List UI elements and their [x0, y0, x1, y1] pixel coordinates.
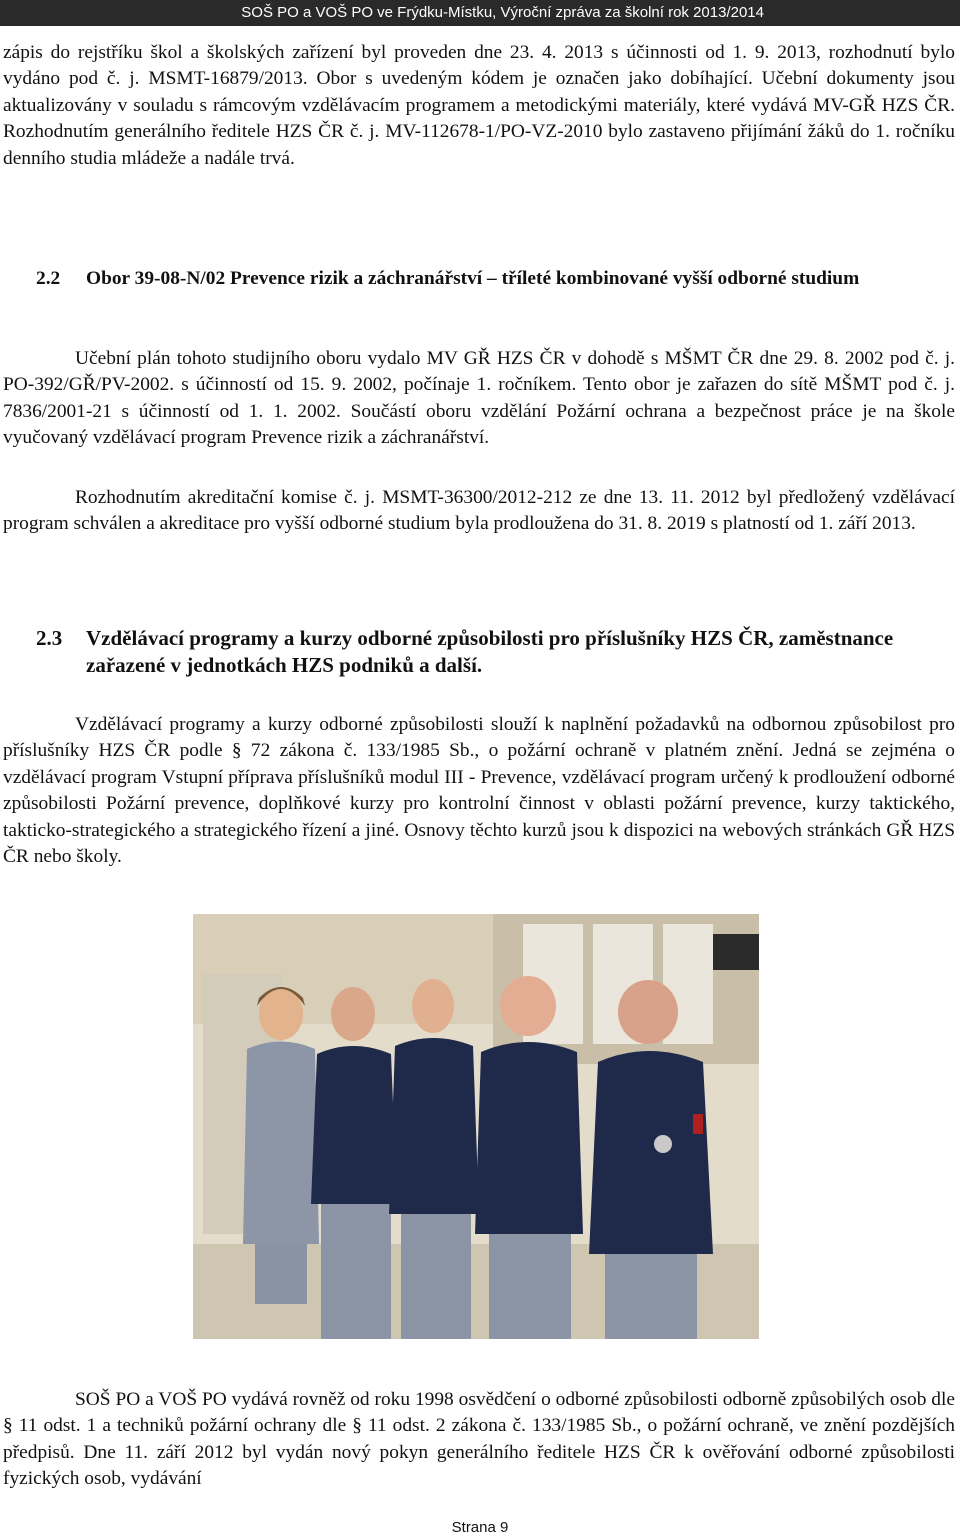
section-heading-2-3 — [36, 625, 916, 679]
section-2-2-paragraph-1: Učební plán tohoto studijního oboru vydalo MV GŘ HZS ČR v dohodě s MŠMT ČR dne 29. 8. 2002 pod č. j. PO-392/GŘ/PV-2002. s účinností od 15. 9. 2002, počínaje 1. ročníkem. Tento obor je zařazen do sítě MŠMT pod č. j. 7836/2001-21 s účinností od 1. 1. 2002. Součástí oboru vzdělání Požární ochrana a bezpečnost práce je na škole vyučovaný vzdělávací program Prevence rizik a záchranářství. — [3, 348, 955, 449]
page-footer — [0, 1519, 960, 1536]
group-photo — [193, 914, 759, 1339]
intro-paragraph: zápis do rejstříku škol a školských zařízení byl proveden dne 23. 4. 2013 s účinnosti od 1. 9. 2013, rozhodnutí bylo vydáno pod č. j. MSMT-16879/2013. Obor s uvedeným kódem je označen jako dobíhající. Učební dokumenty jsou aktualizovány v souladu s rámcovým vzdělávacím programem a metodickými materiály, které vydává MV-GŘ HZS ČR. Rozhodnutím generálního ředitele HZS ČR č. j. MV-112678-1/PO-VZ-2010 bylo zastaveno přijímání žáků do 1. ročníku denního studia mládeže a nadále trvá. — [3, 42, 955, 169]
section-2-2-paragraph-2: Rozhodnutím akreditační komise č. j. MSMT-36300/2012-212 ze dne 13. 11. 2012 byl předložený vzdělávací program schválen a akreditace pro vyšší odborné studium byla prodloužena do 31. 8. 2019 s platností od 1. září 2013. — [3, 487, 955, 535]
section-2-3-paragraph-1: Vzdělávací programy a kurzy odborné způsobilosti slouží k naplnění požadavků na odbornou způsobilost pro příslušníky HZS ČR podle § 72 zákona č. 133/1985 Sb., o požární ochraně v platném znění. Jedná se zejména o vzdělávací program Vstupní příprava příslušníků modul III - Prevence, vzdělávací program určený k prodloužení odborné způsobilosti Požární prevence, doplňkové kurzy pro kontrolní činnost v oblasti požární prevence, kurzy taktického, takticko-strategického a strategického řízení a jiné. Osnovy těchto kurzů jsou k dispozici na webových stránkách GŘ HZS ČR nebo školy. — [3, 714, 955, 868]
section-number: 2.2 — [36, 268, 61, 289]
section-heading-2-2 — [36, 266, 916, 292]
page-header — [0, 0, 960, 26]
section-title: Obor 39-08-N/02 Prevence rizik a záchranářství – tříleté kombinované vyšší odborné studium — [86, 268, 860, 289]
group-photo-illustration — [193, 914, 759, 1339]
page-number: Strana 9 — [451, 1519, 509, 1536]
closing-paragraph: SOŠ PO a VOŠ PO vydává rovněž od roku 1998 osvědčení o odborné způsobilosti odborně způsobilých osob dle § 11 odst. 1 a techniků požární ochrany dle § 11 odst. 2 zákona č. 133/1985 Sb., o požární ochraně, ve znění pozdějších předpisů. Dne 11. září 2012 byl vydán nový pokyn generálního ředitele HZS ČR k ověřování odborné způsobilosti fyzických osob, vydávání — [3, 1389, 955, 1490]
section-number: 2.3 — [36, 626, 63, 650]
section-title: Vzdělávací programy a kurzy odborné způsobilosti pro příslušníky HZS ČR, zaměstnance zařazené v jednotkách HZS podniků a další. — [86, 626, 894, 677]
header-title: SOŠ PO a VOŠ PO ve Frýdku-Místku, Výroční zpráva za školní rok 2013/2014 — [241, 4, 764, 21]
